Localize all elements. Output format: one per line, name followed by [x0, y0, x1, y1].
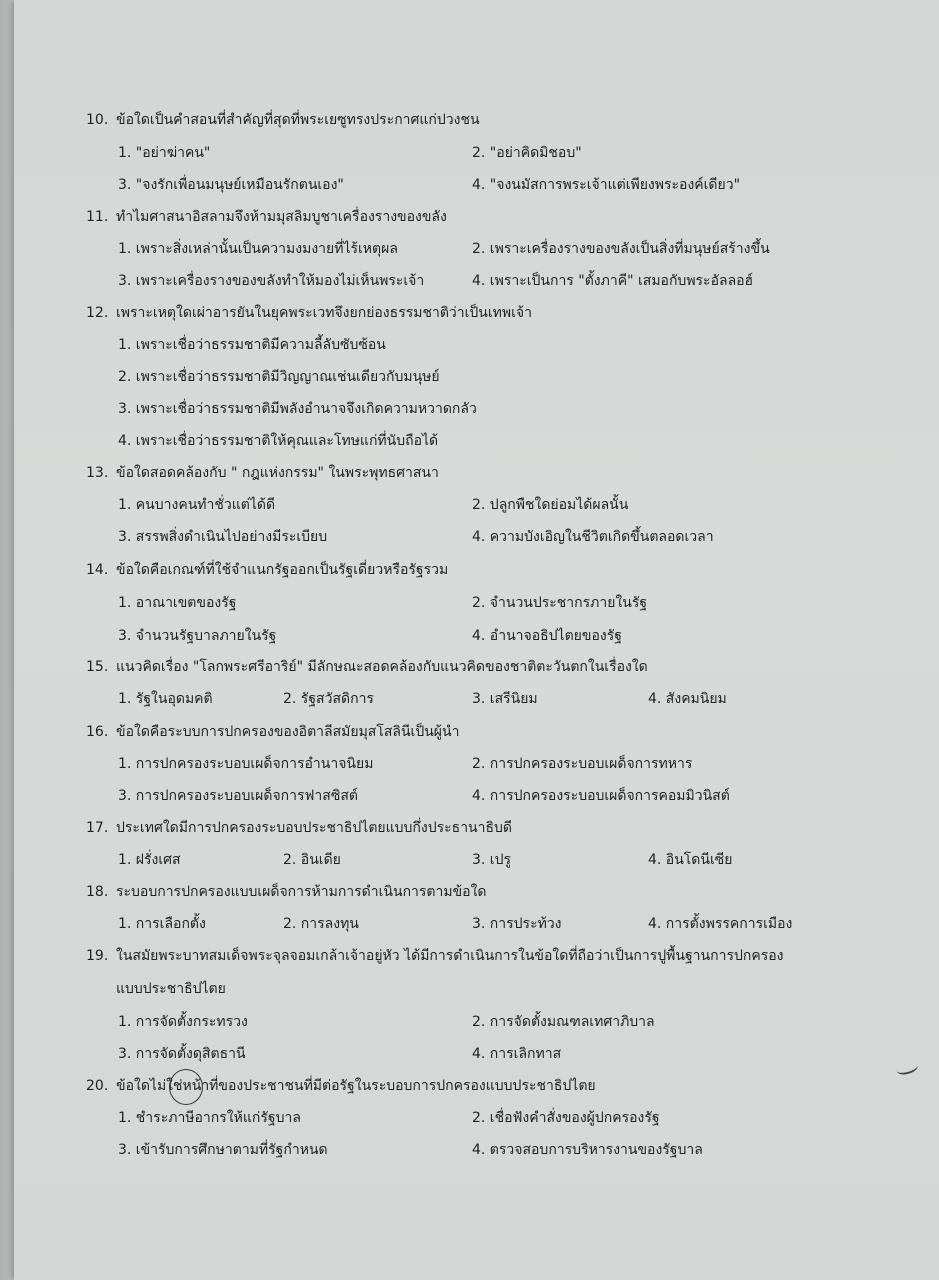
option: 4. สังคมนิยม [648, 691, 727, 707]
question-12 [86, 303, 532, 323]
option: 3. สรรพสิ่งดำเนินไปอย่างมีระเบียบ [118, 529, 328, 545]
question-15 [86, 657, 648, 677]
option: 2. การลงทุน [283, 916, 359, 932]
question-number: 18. [86, 884, 109, 900]
option: 4. เพราะเชื่อว่าธรรมชาติให้คุณและโทษแก่ที่นับถือได้ [118, 433, 439, 449]
question-number: 17. [86, 820, 109, 836]
option: 1. คนบางคนทำชั่วแต่ได้ดี [118, 497, 276, 513]
option: 3. การปกครองระบอบเผด็จการฟาสซิสต์ [118, 788, 358, 804]
question-number: 13. [86, 465, 109, 481]
option: 2. เพราะเชื่อว่าธรรมชาติมีวิญญาณเช่นเดียวกับมนุษย์ [118, 369, 440, 385]
question-20 [86, 1076, 596, 1096]
option: 3. การประท้วง [472, 916, 562, 932]
option: 2. อินเดีย [283, 852, 341, 868]
question-number: 16. [86, 724, 109, 740]
option: 4. การเลิกทาส [472, 1046, 562, 1062]
option: 4. "จงนมัสการพระเจ้าแต่เพียงพระองค์เดียว" [472, 177, 741, 193]
option: 4. ความบังเอิญในชีวิตเกิดขึ้นตลอดเวลา [472, 529, 714, 545]
option: 1. ฝรั่งเศส [118, 852, 181, 868]
option: 3. การจัดตั้งดุสิตธานี [118, 1046, 246, 1062]
option: 4. อินโดนีเซีย [648, 852, 733, 868]
question-text: ในสมัยพระบาทสมเด็จพระจุลจอมเกล้าเจ้าอยู่หัว ได้มีการดำเนินการในข้อใดที่ถือว่าเป็นการปูพื้นฐานการปกครอง [116, 948, 784, 964]
question-text: เพราะเหตุใดเผ่าอารยันในยุคพระเวทจึงยกย่องธรรมชาติว่าเป็นเทพเจ้า [116, 305, 532, 321]
question-text: ข้อใดคือระบบการปกครองของอิตาลีสมัยมุสโสลินีเป็นผู้นำ [116, 724, 460, 740]
option: 1. การปกครองระบอบเผด็จการอำนาจนิยม [118, 756, 374, 772]
option: 1. การเลือกตั้ง [118, 916, 206, 932]
question-10 [86, 110, 480, 130]
question-11 [86, 207, 447, 227]
question-19-continued: แบบประชาธิปไตย [116, 981, 226, 997]
question-18 [86, 882, 487, 902]
option: 1. "อย่าฆ่าคน" [118, 145, 211, 161]
question-text: แนวคิดเรื่อง "โลกพระศรีอาริย์" มีลักษณะสอดคล้องกับแนวคิดของชาติตะวันตกในเรื่องใด [116, 659, 648, 675]
question-text: ระบอบการปกครองแบบเผด็จการห้ามการดำเนินการตามข้อใด [116, 884, 487, 900]
question-text: ประเทศใดมีการปกครองระบอบประชาธิปไตยแบบกึ่งประธานาธิบดี [116, 820, 513, 836]
question-number: 14. [86, 562, 109, 578]
option: 3. เข้ารับการศึกษาตามที่รัฐกำหนด [118, 1142, 328, 1158]
option: 2. ปลูกพืชใดย่อมได้ผลนั้น [472, 497, 629, 513]
option: 1. เพราะเชื่อว่าธรรมชาติมีความลี้ลับซับซ้อน [118, 337, 386, 353]
option: 4. การตั้งพรรคการเมือง [648, 916, 793, 932]
option: 4. ตรวจสอบการบริหารงานของรัฐบาล [472, 1142, 703, 1158]
option: 2. เชื่อฟังคำสั่งของผู้ปกครองรัฐ [472, 1110, 660, 1126]
question-19 [86, 946, 783, 966]
option: 1. อาณาเขตของรัฐ [118, 595, 237, 611]
question-number: 19. [86, 948, 109, 964]
option: 2. การปกครองระบอบเผด็จการทหาร [472, 756, 693, 772]
option: 4. การปกครองระบอบเผด็จการคอมมิวนิสต์ [472, 788, 730, 804]
question-text: ข้อใดคือเกณฑ์ที่ใช้จำแนกรัฐออกเป็นรัฐเดี่ยวหรือรัฐรวม [116, 562, 449, 578]
option: 1. รัฐในอุดมคติ [118, 691, 213, 707]
question-text: ทำไมศาสนาอิสลามจึงห้ามมุสลิมบูชาเครื่องรางของขลัง [116, 209, 447, 225]
question-number: 15. [86, 659, 109, 675]
question-number: 11. [86, 209, 109, 225]
option: 2. เพราะเครื่องรางของขลังเป็นสิ่งที่มนุษย์สร้างขึ้น [472, 241, 770, 257]
question-16 [86, 722, 459, 742]
question-14 [86, 560, 448, 580]
option: 2. การจัดตั้งมณฑลเทศาภิบาล [472, 1014, 655, 1030]
option: 2. จำนวนประชากรภายในรัฐ [472, 595, 648, 611]
option: 2. "อย่าคิดมิชอบ" [472, 145, 582, 161]
question-number: 20. [86, 1078, 109, 1094]
option: 4. อำนาจอธิปไตยของรัฐ [472, 628, 622, 644]
question-13 [86, 463, 439, 483]
question-text: ข้อใดเป็นคำสอนที่สำคัญที่สุดที่พระเยซูทรงประกาศแก่ปวงชน [116, 112, 480, 128]
page-edge-shadow [0, 0, 14, 1280]
option: 3. เปรู [472, 852, 511, 868]
option: 1. เพราะสิ่งเหล่านั้นเป็นความงมงายที่ไร้เหตุผล [118, 241, 398, 257]
question-17 [86, 818, 512, 838]
question-text: ข้อใดไม่ใช่หน้าที่ของประชาชนที่มีต่อรัฐในระบอบการปกครองแบบประชาธิปไตย [116, 1078, 596, 1094]
option: 3. เพราะเชื่อว่าธรรมชาติมีพลังอำนาจจึงเกิดความหวาดกลัว [118, 401, 477, 417]
option: 3. เสรีนิยม [472, 691, 538, 707]
option: 3. เพราะเครื่องรางของขลังทำให้มองไม่เห็นพระเจ้า [118, 273, 425, 289]
question-text: ข้อใดสอดคล้องกับ " กฎแห่งกรรม" ในพระพุทธศาสนา [116, 465, 439, 481]
option: 2. รัฐสวัสดิการ [283, 691, 374, 707]
pen-circle-mark [169, 1069, 203, 1105]
option: 3. "จงรักเพื่อนมนุษย์เหมือนรักตนเอง" [118, 177, 344, 193]
option: 1. การจัดตั้งกระทรวง [118, 1014, 248, 1030]
option: 1. ชำระภาษีอากรให้แก่รัฐบาล [118, 1110, 301, 1126]
option: 3. จำนวนรัฐบาลภายในรัฐ [118, 628, 277, 644]
option: 4. เพราะเป็นการ "ตั้งภาคี" เสมอกับพระอัลลอฮ์ [472, 273, 754, 289]
question-number: 10. [86, 112, 109, 128]
question-number: 12. [86, 305, 109, 321]
